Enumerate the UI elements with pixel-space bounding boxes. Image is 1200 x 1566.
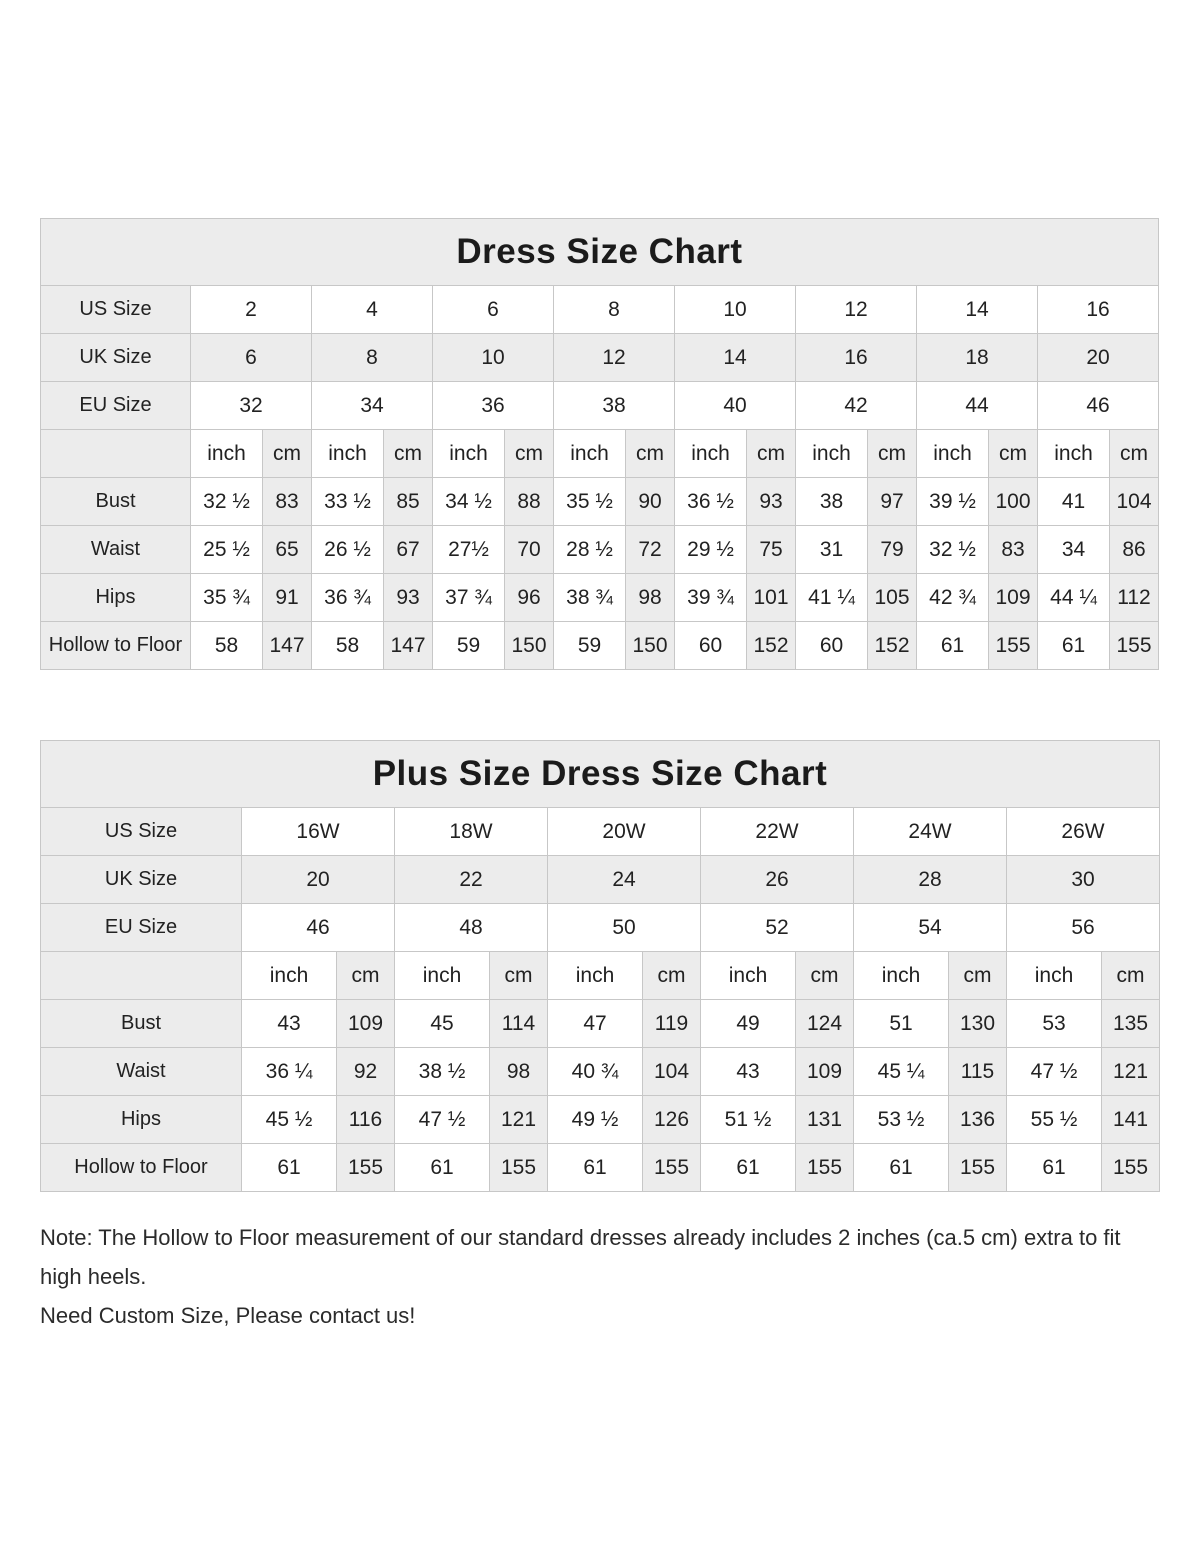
unit-inch-header-cell: inch [796,430,868,478]
measure-cm-cell: 83 [263,478,312,526]
size-value-cell: 8 [312,334,433,382]
measure-cm-cell: 96 [505,574,554,622]
measure-cm-cell: 88 [505,478,554,526]
measure-cm-cell: 72 [626,526,675,574]
row-label-cell: US Size [41,808,242,856]
size-value-cell: 52 [701,904,854,952]
measure-inch-cell: 61 [395,1144,490,1192]
measure-cm-cell: 130 [949,1000,1007,1048]
measure-inch-cell: 61 [548,1144,643,1192]
row-label-cell: Waist [41,1048,242,1096]
measure-cm-cell: 152 [868,622,917,670]
size-value-cell: 22W [701,808,854,856]
measure-inch-cell: 43 [701,1048,796,1096]
measure-cm-cell: 91 [263,574,312,622]
standard-size-chart-table [40,218,1159,670]
unit-cm-header-cell: cm [337,952,395,1000]
measure-cm-cell: 147 [263,622,312,670]
unit-inch-header-cell: inch [917,430,989,478]
measure-inch-cell: 59 [433,622,505,670]
measure-inch-cell: 51 ½ [701,1096,796,1144]
row-label-cell: UK Size [41,334,191,382]
measure-inch-cell: 45 [395,1000,490,1048]
size-value-cell: 20W [548,808,701,856]
measure-cm-cell: 85 [384,478,433,526]
size-value-cell: 30 [1007,856,1160,904]
measure-inch-cell: 34 ½ [433,478,505,526]
measure-cm-cell: 98 [626,574,675,622]
measure-inch-cell: 47 ½ [1007,1048,1102,1096]
measure-inch-cell: 27½ [433,526,505,574]
measure-inch-cell: 36 ¼ [242,1048,337,1096]
measure-cm-cell: 152 [747,622,796,670]
measure-cm-cell: 115 [949,1048,1007,1096]
measure-inch-cell: 35 ¾ [191,574,263,622]
row-label-cell: Hollow to Floor [41,1144,242,1192]
plus-size-chart-table [40,740,1160,1192]
size-value-cell: 16 [796,334,917,382]
size-value-cell: 22 [395,856,548,904]
measure-inch-cell: 55 ½ [1007,1096,1102,1144]
measure-inch-cell: 41 ¼ [796,574,868,622]
measure-inch-cell: 37 ¾ [433,574,505,622]
unit-cm-header-cell: cm [626,430,675,478]
unit-cm-header-cell: cm [505,430,554,478]
unit-cm-header-cell: cm [796,952,854,1000]
measure-cm-cell: 109 [337,1000,395,1048]
measure-inch-cell: 32 ½ [191,478,263,526]
size-value-cell: 28 [854,856,1007,904]
measure-cm-cell: 109 [796,1048,854,1096]
size-value-cell: 26W [1007,808,1160,856]
measure-inch-cell: 44 ¼ [1038,574,1110,622]
chart-title: Dress Size Chart [41,219,1159,286]
measure-inch-cell: 49 [701,1000,796,1048]
measure-cm-cell: 126 [643,1096,701,1144]
measure-cm-cell: 155 [337,1144,395,1192]
unit-inch-header-cell: inch [675,430,747,478]
measure-inch-cell: 39 ¾ [675,574,747,622]
size-value-cell: 42 [796,382,917,430]
measure-cm-cell: 135 [1102,1000,1160,1048]
size-value-cell: 56 [1007,904,1160,952]
row-label-cell: Hips [41,1096,242,1144]
size-value-cell: 18W [395,808,548,856]
unit-cm-header-cell: cm [1102,952,1160,1000]
row-label-cell: EU Size [41,904,242,952]
unit-cm-header-cell: cm [643,952,701,1000]
measure-inch-cell: 61 [854,1144,949,1192]
measure-inch-cell: 61 [1007,1144,1102,1192]
measure-cm-cell: 124 [796,1000,854,1048]
unit-inch-header-cell: inch [1038,430,1110,478]
measure-inch-cell: 36 ½ [675,478,747,526]
size-value-cell: 6 [433,286,554,334]
unit-cm-header-cell: cm [949,952,1007,1000]
size-value-cell: 8 [554,286,675,334]
size-value-cell: 46 [242,904,395,952]
size-value-cell: 36 [433,382,554,430]
measure-cm-cell: 101 [747,574,796,622]
size-value-cell: 12 [554,334,675,382]
measure-inch-cell: 34 [1038,526,1110,574]
measure-inch-cell: 61 [1038,622,1110,670]
measure-inch-cell: 39 ½ [917,478,989,526]
size-value-cell: 14 [675,334,796,382]
measure-inch-cell: 35 ½ [554,478,626,526]
measure-inch-cell: 38 ¾ [554,574,626,622]
measure-inch-cell: 58 [312,622,384,670]
size-value-cell: 4 [312,286,433,334]
unit-cm-header-cell: cm [747,430,796,478]
measure-cm-cell: 67 [384,526,433,574]
measure-cm-cell: 93 [384,574,433,622]
size-value-cell: 54 [854,904,1007,952]
measure-cm-cell: 83 [989,526,1038,574]
size-value-cell: 48 [395,904,548,952]
measure-cm-cell: 112 [1110,574,1159,622]
measure-cm-cell: 92 [337,1048,395,1096]
measure-inch-cell: 36 ¾ [312,574,384,622]
unit-inch-header-cell: inch [854,952,949,1000]
measure-cm-cell: 114 [490,1000,548,1048]
measure-inch-cell: 47 ½ [395,1096,490,1144]
measure-inch-cell: 38 [796,478,868,526]
measure-inch-cell: 51 [854,1000,949,1048]
measure-cm-cell: 155 [490,1144,548,1192]
measure-cm-cell: 147 [384,622,433,670]
unit-inch-header-cell: inch [554,430,626,478]
measure-cm-cell: 98 [490,1048,548,1096]
measure-cm-cell: 155 [1102,1144,1160,1192]
unit-inch-header-cell: inch [548,952,643,1000]
measure-cm-cell: 70 [505,526,554,574]
row-label-cell: Hollow to Floor [41,622,191,670]
measure-inch-cell: 61 [242,1144,337,1192]
measure-inch-cell: 40 ¾ [548,1048,643,1096]
measure-cm-cell: 155 [989,622,1038,670]
measure-cm-cell: 105 [868,574,917,622]
measure-cm-cell: 100 [989,478,1038,526]
unit-cm-header-cell: cm [490,952,548,1000]
measure-inch-cell: 59 [554,622,626,670]
measure-cm-cell: 116 [337,1096,395,1144]
row-label-cell: Hips [41,574,191,622]
measure-cm-cell: 155 [796,1144,854,1192]
row-label-cell: Bust [41,1000,242,1048]
measure-inch-cell: 60 [796,622,868,670]
unit-inch-header-cell: inch [701,952,796,1000]
measure-cm-cell: 90 [626,478,675,526]
measure-inch-cell: 41 [1038,478,1110,526]
measure-cm-cell: 109 [989,574,1038,622]
unit-cm-header-cell: cm [989,430,1038,478]
measure-inch-cell: 33 ½ [312,478,384,526]
measure-inch-cell: 61 [917,622,989,670]
size-value-cell: 20 [1038,334,1159,382]
size-value-cell: 12 [796,286,917,334]
unit-row-label-cell [41,430,191,478]
measure-cm-cell: 141 [1102,1096,1160,1144]
size-value-cell: 20 [242,856,395,904]
note-line-custom-size: Need Custom Size, Please contact us! [40,1303,416,1328]
measure-inch-cell: 61 [701,1144,796,1192]
size-value-cell: 14 [917,286,1038,334]
measure-cm-cell: 97 [868,478,917,526]
measure-cm-cell: 155 [1110,622,1159,670]
size-value-cell: 40 [675,382,796,430]
measure-inch-cell: 28 ½ [554,526,626,574]
size-value-cell: 44 [917,382,1038,430]
measure-inch-cell: 60 [675,622,747,670]
measure-cm-cell: 155 [949,1144,1007,1192]
measure-cm-cell: 86 [1110,526,1159,574]
measure-inch-cell: 47 [548,1000,643,1048]
measure-inch-cell: 26 ½ [312,526,384,574]
size-value-cell: 26 [701,856,854,904]
unit-cm-header-cell: cm [263,430,312,478]
size-value-cell: 16W [242,808,395,856]
note-block [40,1218,1158,1335]
measure-cm-cell: 104 [1110,478,1159,526]
size-value-cell: 24 [548,856,701,904]
row-label-cell: Bust [41,478,191,526]
unit-inch-header-cell: inch [191,430,263,478]
size-value-cell: 10 [433,334,554,382]
unit-cm-header-cell: cm [868,430,917,478]
measure-cm-cell: 150 [505,622,554,670]
size-value-cell: 24W [854,808,1007,856]
unit-inch-header-cell: inch [433,430,505,478]
size-value-cell: 46 [1038,382,1159,430]
measure-cm-cell: 93 [747,478,796,526]
size-value-cell: 6 [191,334,312,382]
unit-cm-header-cell: cm [1110,430,1159,478]
measure-inch-cell: 42 ¾ [917,574,989,622]
unit-inch-header-cell: inch [242,952,337,1000]
measure-cm-cell: 131 [796,1096,854,1144]
size-value-cell: 2 [191,286,312,334]
measure-inch-cell: 31 [796,526,868,574]
note-line-hollow-to-floor: Note: The Hollow to Floor measurement of our standard dresses already includes 2 inches (ca.5 cm) extra to fit high heels. [40,1225,1121,1289]
size-value-cell: 10 [675,286,796,334]
chart-title: Plus Size Dress Size Chart [41,741,1160,808]
measure-inch-cell: 58 [191,622,263,670]
measure-inch-cell: 45 ½ [242,1096,337,1144]
measure-inch-cell: 43 [242,1000,337,1048]
measure-cm-cell: 104 [643,1048,701,1096]
measure-cm-cell: 119 [643,1000,701,1048]
unit-inch-header-cell: inch [312,430,384,478]
measure-cm-cell: 65 [263,526,312,574]
size-value-cell: 16 [1038,286,1159,334]
measure-inch-cell: 25 ½ [191,526,263,574]
measure-inch-cell: 53 [1007,1000,1102,1048]
measure-cm-cell: 121 [490,1096,548,1144]
measure-cm-cell: 150 [626,622,675,670]
unit-inch-header-cell: inch [395,952,490,1000]
row-label-cell: UK Size [41,856,242,904]
measure-inch-cell: 32 ½ [917,526,989,574]
unit-inch-header-cell: inch [1007,952,1102,1000]
size-value-cell: 18 [917,334,1038,382]
measure-cm-cell: 121 [1102,1048,1160,1096]
measure-inch-cell: 53 ½ [854,1096,949,1144]
measure-inch-cell: 38 ½ [395,1048,490,1096]
measure-cm-cell: 79 [868,526,917,574]
size-value-cell: 34 [312,382,433,430]
row-label-cell: EU Size [41,382,191,430]
row-label-cell: Waist [41,526,191,574]
size-value-cell: 38 [554,382,675,430]
measure-inch-cell: 49 ½ [548,1096,643,1144]
size-value-cell: 50 [548,904,701,952]
unit-cm-header-cell: cm [384,430,433,478]
measure-cm-cell: 155 [643,1144,701,1192]
unit-row-label-cell [41,952,242,1000]
row-label-cell: US Size [41,286,191,334]
measure-cm-cell: 75 [747,526,796,574]
measure-cm-cell: 136 [949,1096,1007,1144]
measure-inch-cell: 45 ¼ [854,1048,949,1096]
size-value-cell: 32 [191,382,312,430]
measure-inch-cell: 29 ½ [675,526,747,574]
